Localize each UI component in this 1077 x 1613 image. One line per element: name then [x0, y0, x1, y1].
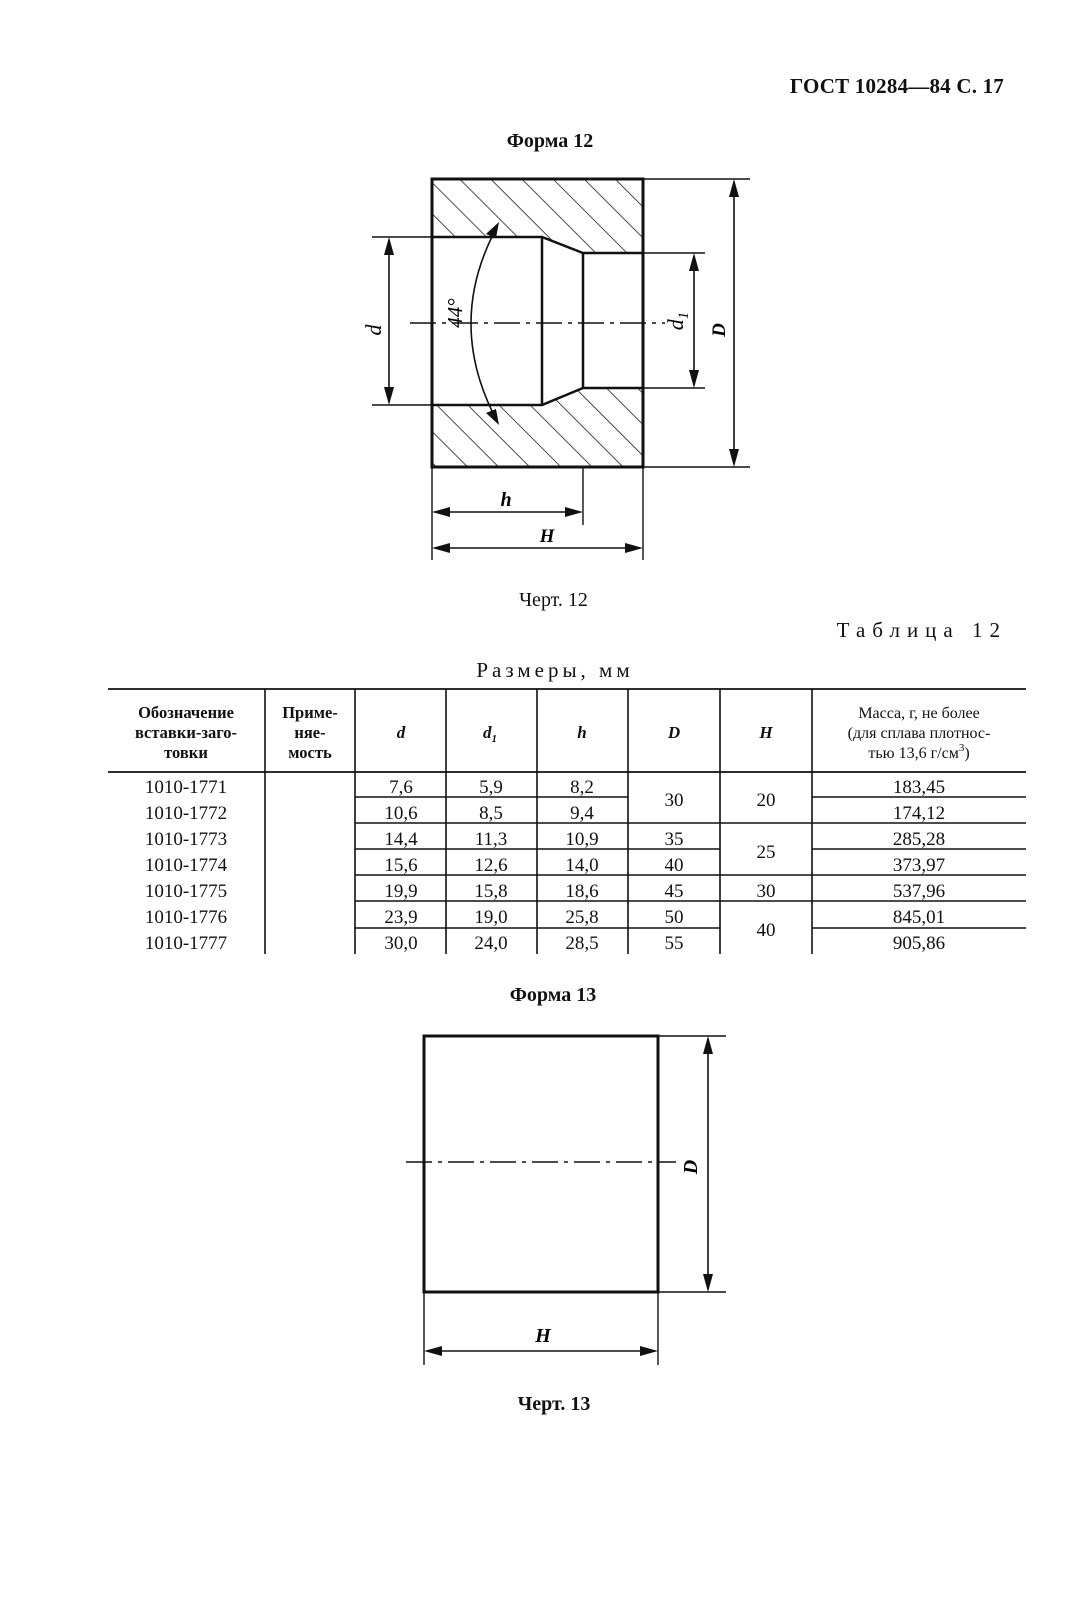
cell-H: 20: [756, 790, 776, 811]
cell-D: 50: [664, 907, 684, 928]
cell-h: 9,4: [570, 803, 594, 824]
cell-mass: 174,12: [892, 803, 946, 824]
cell-d: 30,0: [384, 933, 418, 954]
cell-d: 10,6: [384, 803, 418, 824]
cell-d1: 19,0: [474, 907, 508, 928]
th-H: H: [759, 723, 773, 742]
D-label: D: [680, 1159, 702, 1175]
th-D: D: [667, 723, 681, 742]
cell-mass: 845,01: [892, 907, 946, 928]
d1-label: $d_1$: [663, 311, 692, 331]
page-header: ГОСТ 10284—84 С. 17: [789, 74, 1004, 98]
cell-D: 55: [664, 933, 684, 954]
D-label: D: [709, 323, 730, 337]
th-d1: $d_1$: [483, 723, 497, 745]
H-label: H: [539, 526, 555, 547]
cell-D: 35: [664, 829, 684, 850]
cell-designation: 1010-1775: [144, 881, 228, 902]
cell-h: 25,8: [565, 907, 599, 928]
th-applicability-3: мость: [288, 743, 332, 762]
cell-designation: 1010-1777: [144, 933, 228, 954]
th-d: d: [396, 723, 406, 742]
cell-d: 7,6: [389, 777, 413, 798]
cell-d1: 11,3: [474, 829, 508, 850]
table12-dims-label: Размеры, мм: [476, 658, 634, 682]
cell-mass: 537,96: [892, 881, 946, 902]
th-h: h: [577, 723, 587, 742]
form12-title: Форма 12: [506, 130, 594, 152]
cell-d: 14,4: [384, 829, 418, 850]
h-label: h: [500, 489, 512, 511]
cell-h: 14,0: [565, 855, 599, 876]
cell-designation: 1010-1776: [144, 907, 228, 928]
th-designation-1: Обозначение: [138, 703, 234, 722]
th-designation-2: вставки-заго-: [134, 723, 238, 742]
cell-h: 18,6: [565, 881, 599, 902]
th-designation-3: товки: [164, 743, 208, 762]
cell-d1: 15,8: [474, 881, 508, 902]
form13-caption: Черт. 13: [517, 1393, 591, 1415]
cell-D: 45: [664, 881, 684, 902]
cell-h: 28,5: [565, 933, 599, 954]
cell-D: 40: [664, 855, 684, 876]
cell-designation: 1010-1773: [144, 829, 228, 850]
cell-mass: 183,45: [892, 777, 946, 798]
cell-d1: 8,5: [479, 803, 503, 824]
d-label: d: [361, 324, 386, 336]
cell-d: 23,9: [384, 907, 418, 928]
th-applicability-2: няе-: [294, 723, 326, 742]
cell-d: 19,9: [384, 881, 418, 902]
drawing-13: [0, 1000, 1077, 1380]
table12-label: Таблица 12: [836, 618, 1007, 642]
cell-h: 8,2: [570, 777, 594, 798]
cell-h: 10,9: [565, 829, 599, 850]
cell-H: 25: [756, 842, 776, 863]
form12-caption: Черт. 12: [519, 589, 588, 611]
body-outline: [424, 1036, 658, 1292]
cell-d1: 12,6: [474, 855, 508, 876]
th-mass-3: тью 13,6 $г/см^3$): [868, 742, 970, 762]
cell-mass: 373,97: [892, 855, 946, 876]
cell-mass: 285,28: [892, 829, 946, 850]
cell-designation: 1010-1772: [144, 803, 228, 824]
H-label: H: [535, 1325, 551, 1347]
cell-designation: 1010-1774: [144, 855, 228, 876]
cell-d1: 5,9: [479, 777, 503, 798]
cell-designation: 1010-1771: [144, 777, 228, 798]
cell-H: 40: [756, 920, 776, 941]
cell-D: 30: [664, 790, 684, 811]
cell-d: 15,6: [384, 855, 418, 876]
form13-title: Форма 13: [509, 984, 597, 1006]
angle-label: 44°: [443, 298, 467, 328]
cell-d1: 24,0: [474, 933, 508, 954]
th-mass-1: Масса, г, не более: [858, 705, 980, 722]
cell-H: 30: [756, 881, 776, 902]
cell-mass: 905,86: [892, 933, 946, 954]
th-mass-2: (для сплава плотнос-: [847, 725, 991, 742]
th-applicability-1: Приме-: [282, 703, 338, 722]
